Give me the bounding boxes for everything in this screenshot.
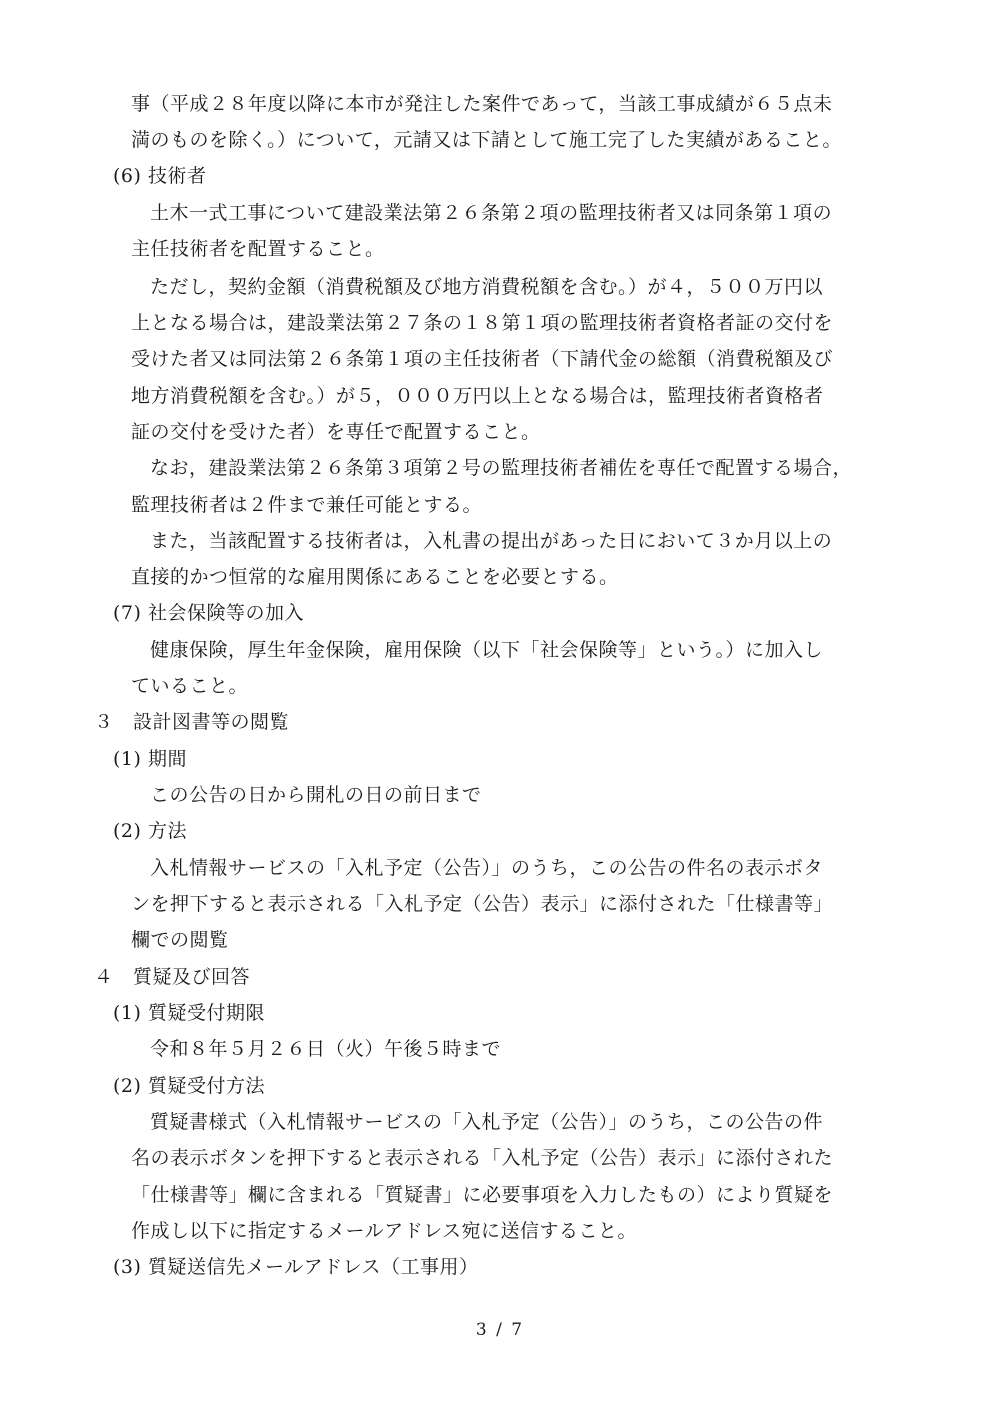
text-line: この公告の日から開札の日の前日まで	[150, 784, 482, 806]
text-line: 健康保険，厚生年金保険，雇用保険（以下「社会保険等」という。）に加入し	[150, 639, 824, 661]
text-line: 受けた者又は同法第２６条第１項の主任技術者（下請代金の総額（消費税額及び	[131, 348, 834, 370]
text-line: 上となる場合は，建設業法第２７条の１８第１項の監理技術者資格者証の交付を	[131, 312, 834, 334]
text-line: 欄での閲覧	[131, 929, 229, 951]
text-line: 入札情報サービスの「入札予定（公告）」のうち，この公告の件名の表示ボタ	[150, 857, 824, 879]
subsection-heading: (7) 社会保険等の加入	[113, 602, 304, 624]
text-line: 土木一式工事について建設業法第２６条第２項の監理技術者又は同条第１項の	[150, 202, 833, 224]
text-line: 質疑書様式（入札情報サービスの「入札予定（公告）」のうち，この公告の件	[150, 1111, 824, 1133]
text-line: 監理技術者は２件まで兼任可能とする。	[131, 494, 483, 516]
page-number: 3 / 7	[475, 1320, 525, 1340]
text-line: 直接的かつ恒常的な雇用関係にあることを必要とする。	[131, 566, 619, 588]
text-line: ただし，契約金額（消費税額及び地方消費税額を含む。）が４，５００万円以	[150, 276, 824, 298]
text-line: ンを押下すると表示される「入札予定（公告）表示」に添付された「仕様書等」	[131, 893, 834, 915]
text-line: 令和８年５月２６日（火）午後５時まで	[150, 1038, 502, 1060]
text-line: また，当該配置する技術者は，入札書の提出があった日において３か月以上の	[150, 530, 833, 552]
section-heading: ４ 質疑及び回答	[94, 966, 251, 988]
subsection-heading: (1) 質疑受付期限	[113, 1002, 265, 1024]
text-line: 証の交付を受けた者）を専任で配置すること。	[131, 421, 541, 443]
text-line: 主任技術者を配置すること。	[131, 238, 385, 260]
text-line: 「仕様書等」欄に含まれる「質疑書」に必要事項を入力したもの）により質疑を	[131, 1184, 834, 1206]
text-line: なお，建設業法第２６条第３項第２号の監理技術者補佐を専任で配置する場合，	[150, 457, 853, 479]
section-heading: ３ 設計図書等の閲覧	[94, 711, 290, 733]
text-line: 満のものを除く。）について，元請又は下請として施工完了した実績があること。	[131, 129, 842, 151]
text-line: 事（平成２８年度以降に本市が発注した案件であって，当該工事成績が６５点未	[131, 93, 833, 115]
subsection-heading: (1) 期間	[113, 748, 187, 770]
text-line: ていること。	[131, 675, 249, 697]
subsection-heading: (2) 質疑受付方法	[113, 1075, 265, 1097]
text-line: 作成し以下に指定するメールアドレス宛に送信すること。	[131, 1220, 638, 1242]
subsection-heading: (2) 方法	[113, 820, 187, 842]
text-line: 名の表示ボタンを押下すると表示される「入札予定（公告）表示」に添付された	[131, 1147, 834, 1169]
text-line: 地方消費税額を含む。）が５，０００万円以上となる場合は，監理技術者資格者	[131, 385, 824, 407]
subsection-heading: (3) 質疑送信先メールアドレス（工事用）	[113, 1256, 479, 1278]
subsection-heading: (6) 技術者	[113, 165, 207, 187]
